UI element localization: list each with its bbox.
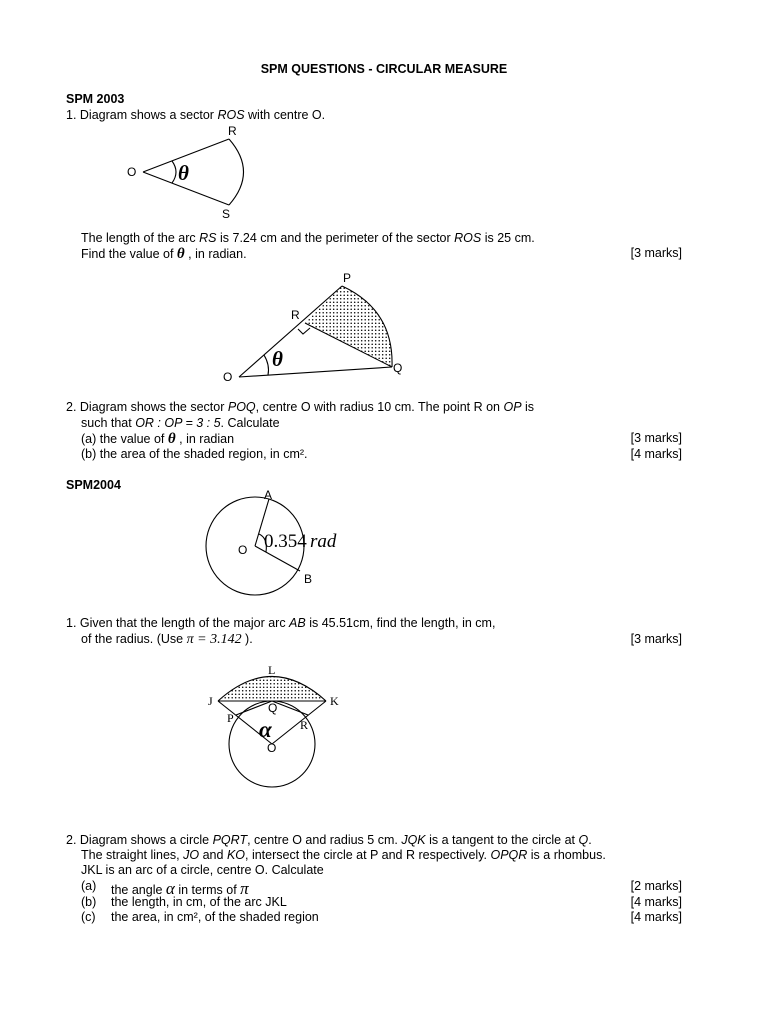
label-p: P bbox=[227, 711, 234, 725]
section-heading-2003: SPM 2003 bbox=[66, 92, 125, 106]
side-qr bbox=[272, 701, 308, 715]
q2003-2-text-1: 2. Diagram shows the sector POQ, centre O with radius 10 cm. The point R on OP is bbox=[66, 400, 535, 414]
label-r: R bbox=[228, 124, 237, 138]
q2003-2-part-a-marks: [3 marks] bbox=[630, 431, 682, 445]
angle-arc bbox=[259, 534, 266, 552]
circle-pqrt bbox=[229, 701, 315, 787]
q2004-1-marks: [3 marks] bbox=[630, 632, 682, 646]
radius-os bbox=[143, 172, 229, 205]
label-theta: θ bbox=[272, 347, 283, 371]
line-rq bbox=[305, 323, 392, 367]
q2004-2-text-3: JKL is an arc of a circle, centre O. Calculate bbox=[81, 863, 324, 877]
q2004-1-text-1: 1. Given that the length of the major arc AB is 45.51cm, find the length, in cm, bbox=[66, 616, 496, 630]
label-a: A bbox=[264, 488, 273, 502]
q2004-2-part-b-label: (b) bbox=[81, 895, 97, 909]
q2003-1-intro: 1. Diagram shows a sector ROS with centre O. bbox=[66, 108, 326, 122]
label-o: O bbox=[223, 370, 233, 384]
q2004-2-part-a-text: the angle α in terms of π bbox=[111, 879, 249, 898]
line-ko bbox=[272, 701, 326, 744]
q2004-2-part-c-text: the area, in cm², of the shaded region bbox=[111, 910, 319, 924]
q2004-2-part-c-marks: [4 marks] bbox=[630, 910, 682, 924]
q2003-1-marks: [3 marks] bbox=[630, 246, 682, 260]
label-angle: 0.354 bbox=[264, 531, 307, 552]
circle bbox=[206, 497, 304, 595]
label-j: J bbox=[208, 694, 213, 708]
label-l: L bbox=[268, 663, 276, 677]
angle-arc bbox=[264, 355, 269, 375]
label-angle-unit: rad bbox=[310, 531, 337, 552]
label-k: K bbox=[330, 694, 339, 708]
angle-arc bbox=[172, 161, 176, 183]
q2004-2-part-a-marks: [2 marks] bbox=[630, 879, 682, 893]
side-pq bbox=[236, 701, 272, 715]
shaded-region-2 bbox=[218, 677, 326, 702]
label-p: P bbox=[343, 271, 352, 285]
radius-ob bbox=[255, 546, 300, 571]
q2003-2-part-b-marks: [4 marks] bbox=[630, 447, 682, 461]
right-angle-mark bbox=[298, 328, 310, 334]
q2004-1-text-2: of the radius. (Use π = 3.142 ). bbox=[81, 632, 253, 647]
q2004-2-part-b-marks: [4 marks] bbox=[630, 895, 682, 909]
page-title: SPM QUESTIONS - CIRCULAR MEASURE bbox=[260, 62, 508, 76]
label-o: O bbox=[238, 543, 248, 557]
radius-op bbox=[239, 286, 342, 377]
label-o: O bbox=[127, 165, 137, 179]
label-alpha: α bbox=[259, 717, 272, 742]
q2003-2-part-b: (b) the area of the shaded region, in cm². bbox=[81, 447, 308, 461]
radius-oa bbox=[255, 499, 269, 546]
label-o: O bbox=[267, 741, 277, 755]
q2004-2-text-2: The straight lines, JO and KO, intersect the circle at P and R respectively. OPQR is a rhombus. bbox=[81, 848, 606, 862]
line-jo bbox=[218, 701, 272, 744]
label-r: R bbox=[291, 308, 300, 322]
q2003-1-text-1: The length of the arc RS is 7.24 cm and the perimeter of the sector ROS is 25 cm. bbox=[81, 231, 535, 245]
q2004-2-part-c-label: (c) bbox=[81, 910, 96, 924]
shaded-region-1 bbox=[305, 286, 392, 367]
arc-pq bbox=[342, 286, 392, 367]
label-q: Q bbox=[268, 701, 278, 715]
label-theta: θ bbox=[178, 161, 189, 185]
radius-oq bbox=[239, 367, 392, 377]
q2003-1-text-2: Find the value of θ , in radian. bbox=[81, 246, 247, 262]
arc-jkl bbox=[218, 677, 326, 702]
section-heading-2004: SPM2004 bbox=[66, 478, 121, 492]
q2004-2-text-1: 2. Diagram shows a circle PQRT, centre O and radius 5 cm. JQK is a tangent to the circle at Q. bbox=[66, 833, 592, 847]
radius-or bbox=[143, 139, 229, 172]
q2004-2-part-b-text: the length, in cm, of the arc JKL bbox=[111, 895, 287, 909]
q2004-2-part-a-label: (a) bbox=[81, 879, 97, 893]
label-q: Q bbox=[393, 361, 403, 375]
arc-rs bbox=[229, 139, 244, 205]
label-r: R bbox=[300, 718, 309, 732]
label-s: S bbox=[222, 207, 231, 221]
q2003-2-part-a: (a) the value of θ , in radian bbox=[81, 431, 235, 447]
q2003-2-text-2: such that OR : OP = 3 : 5. Calculate bbox=[81, 416, 280, 430]
label-b: B bbox=[304, 572, 313, 586]
